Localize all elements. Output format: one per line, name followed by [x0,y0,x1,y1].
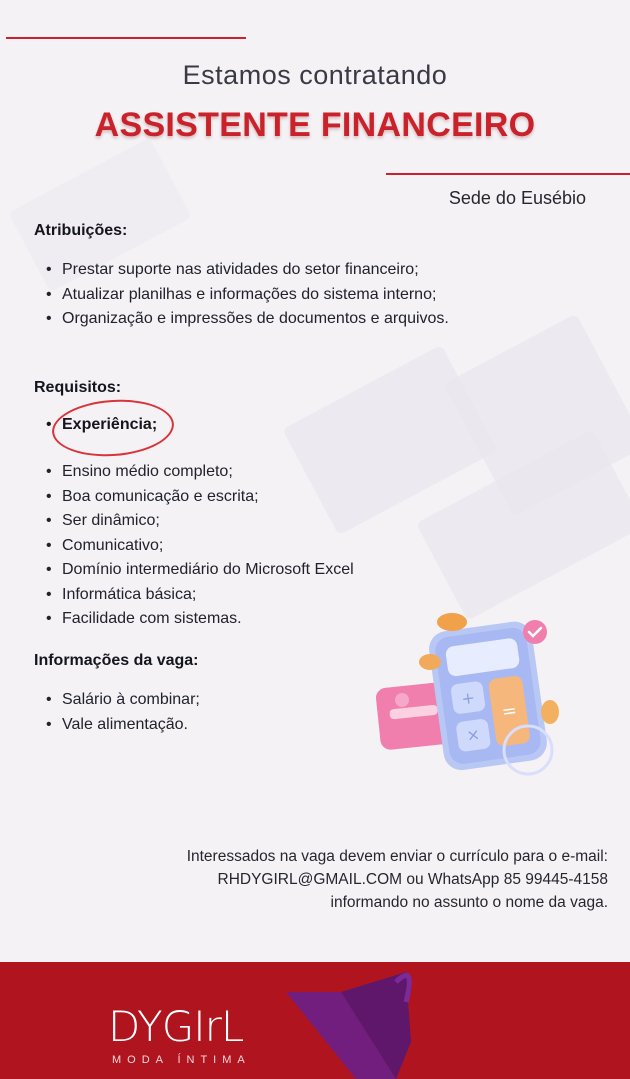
section-heading-informacoes: Informações da vaga: [34,652,199,669]
top-left-rule [6,37,246,39]
calculator-illustration [372,606,572,786]
svg-text:=: = [500,700,519,723]
list-item: • Prestar suporte nas atividades do setor financeiro; [46,258,449,283]
informacoes-list [46,688,200,737]
brand-tagline: MODA ÍNTIMA [112,1054,251,1066]
section-heading-requisitos: Requisitos: [34,379,122,396]
location-label: Sede do Eusébio [448,188,586,208]
list-item: • Comunicativo; [46,534,354,559]
subtitle: Estamos contratando [182,60,448,90]
list-item: • Informática básica; [46,583,354,608]
footer-bar [0,962,630,1079]
check-badge-icon [523,620,547,644]
coin-icon [541,700,559,724]
list-item: • Atualizar planilhas e informações do sistema interno; [46,283,449,308]
contact-line: Interessados na vaga devem enviar o currículo para o e-mail: [186,848,608,865]
contact-line: informando no assunto o nome da vaga. [330,894,608,911]
atribuicoes-list [46,258,449,332]
list-item: • Boa comunicação e escrita; [46,485,354,510]
contact-line[interactable]: RHDYGIRL@GMAIL.COM ou WhatsApp 85 99445-4158 [217,871,608,888]
contact-info [187,845,608,914]
requisitos-list [46,460,354,632]
list-item: • Salário à combinar; [46,688,200,713]
brand-logo: DYGIrL [108,1002,244,1051]
page-title: ASSISTENTE FINANCEIRO [94,106,536,144]
coin-icon [419,654,441,670]
list-item: • Domínio intermediário do Microsoft Excel [46,558,354,583]
section-heading-atribuicoes: Atribuições: [34,222,128,239]
list-item: • Organização e impressões de documentos e arquivos. [46,307,449,332]
coin-icon [437,613,467,631]
brand-logo-mark [286,962,426,1079]
list-item: • Vale alimentação. [46,713,200,738]
svg-text:+: + [460,687,477,709]
list-item: • Ser dinâmico; [46,509,354,534]
right-rule [386,173,630,175]
list-item: • Ensino médio completo; [46,460,354,485]
list-item: • Facilidade com sistemas. [46,607,354,632]
svg-text:×: × [465,724,482,746]
highlighted-requirement: • Experiência; [46,416,157,434]
